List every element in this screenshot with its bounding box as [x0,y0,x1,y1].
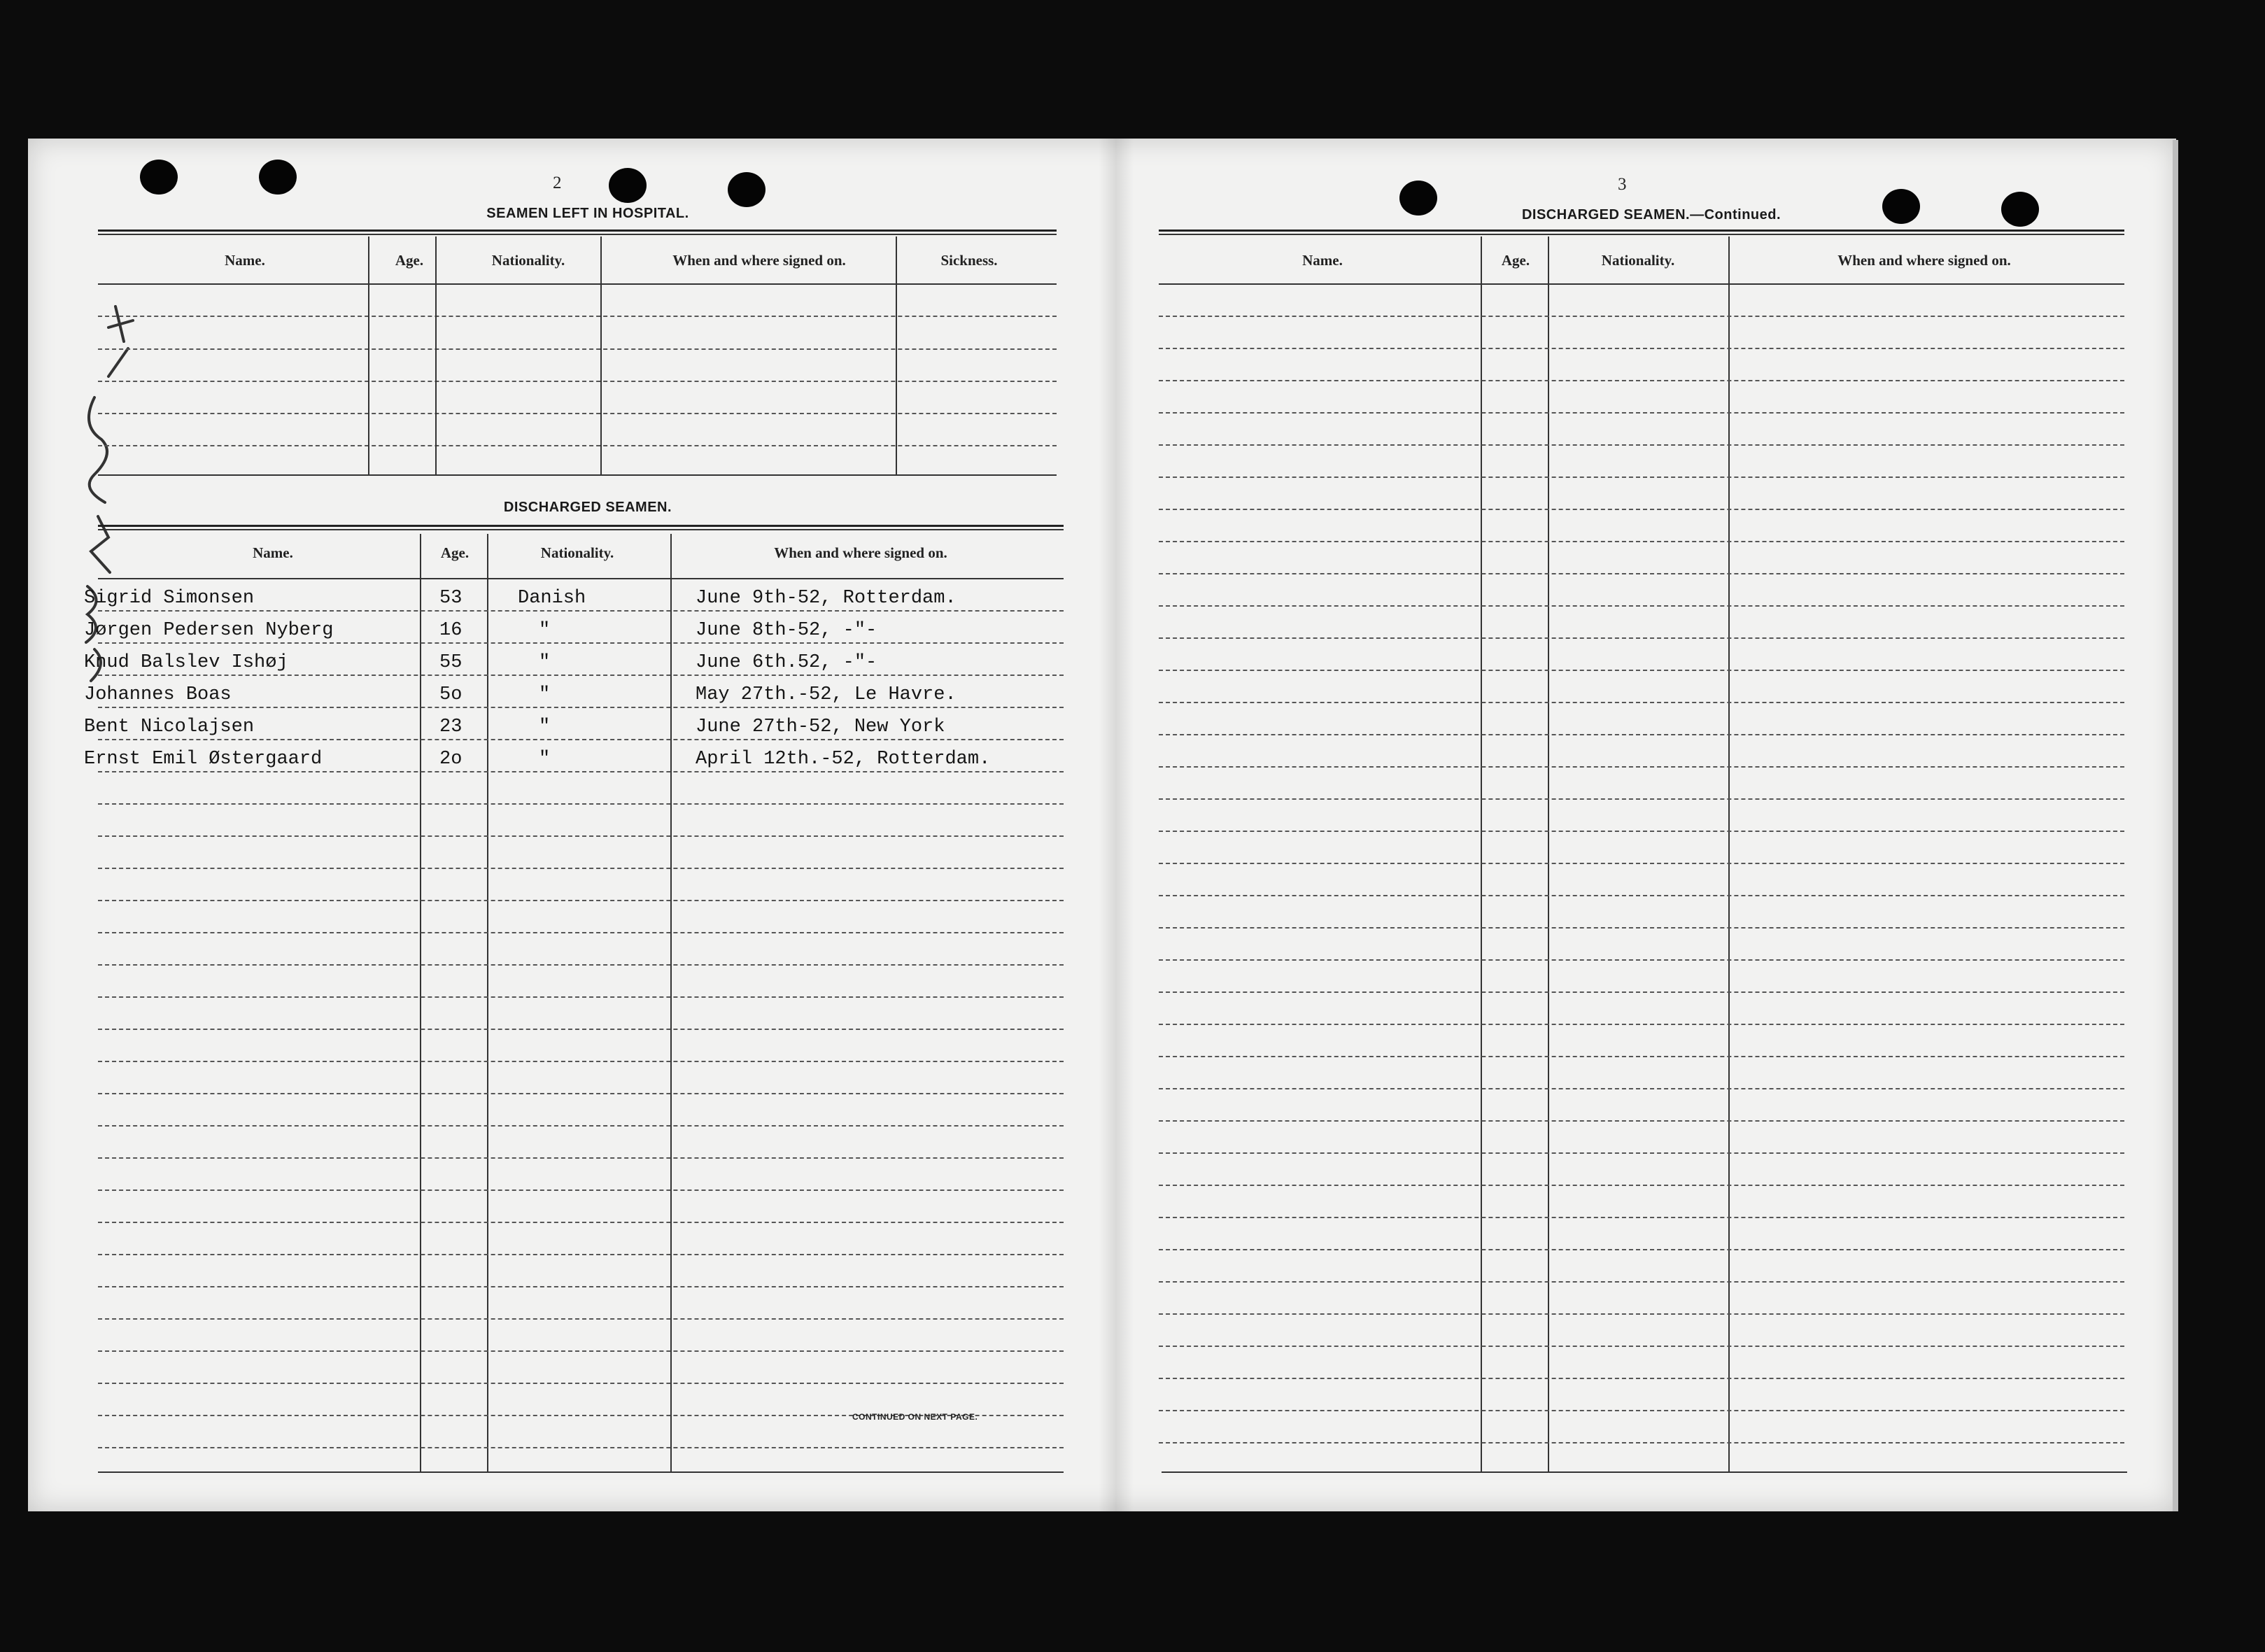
row-line [98,316,1057,317]
row-line [98,1061,1064,1062]
row-line [1159,1217,2124,1218]
row-line [98,868,1064,869]
row-line [1159,1152,2124,1154]
row-line [1159,1378,2124,1379]
page-gutter [1099,139,1134,1511]
column-divider [600,236,602,474]
seaman-age: 5o [439,684,463,705]
column-header-name: Name. [253,544,293,561]
page-number: 2 [553,174,562,192]
column-header-sickness: Sickness. [940,252,998,269]
row-line [98,348,1057,350]
row-line [1159,476,2124,478]
row-line [1159,444,2124,446]
row-line [1159,1185,2124,1186]
row-line [98,381,1057,382]
column-header-nationality: Nationality. [540,544,614,561]
row-line [98,996,1064,998]
row-line [98,1318,1064,1320]
discharged-section-title: DISCHARGED SEAMEN. [503,500,672,515]
hospital-section-title: SEAMEN LEFT IN HOSPITAL. [486,206,689,221]
row-line [1159,702,2124,703]
row-line [1159,895,2124,896]
row-line [98,610,1064,612]
row-line [98,675,1064,676]
seaman-nationality: " [539,716,551,737]
column-divider [1728,236,1730,1471]
seaman-name: Bent Nicolajsen [84,716,255,737]
sheet-edge [2173,140,2178,1511]
punch-hole [728,172,765,207]
seaman-age: 16 [439,620,463,641]
punch-hole [2001,192,2039,227]
row-line [1159,605,2124,607]
punch-hole [140,160,178,195]
row-line [1159,1281,2124,1283]
row-line [1159,670,2124,671]
row-line [1159,1442,2124,1443]
row-line [98,1383,1064,1384]
row-line [98,1222,1064,1223]
row-line [98,900,1064,901]
row-line [98,642,1064,644]
row-line [98,1157,1064,1159]
seaman-name: Johannes Boas [84,684,232,705]
seaman-name: Jørgen Pedersen Nyberg [84,620,334,641]
row-line [98,1286,1064,1287]
row-line [98,1125,1064,1127]
row-line [98,1350,1064,1352]
row-line [1159,927,2124,929]
column-divider [368,236,369,474]
row-line [1159,573,2124,574]
column-header-nationality: Nationality. [491,252,565,269]
row-line [98,1189,1064,1191]
seaman-signed-on: June 27th-52, New York [696,716,945,737]
seaman-signed-on: June 6th.52, -"- [696,652,877,673]
row-line [98,1029,1064,1030]
table-top-rule [98,230,1057,235]
header-rule [98,578,1064,579]
seaman-age: 2o [439,749,463,770]
row-line [98,964,1064,966]
column-divider [435,236,437,474]
seaman-nationality: Danish [518,588,586,609]
continued-note: CONTINUED ON NEXT PAGE. [852,1412,978,1422]
column-header-name: Name. [225,252,265,269]
seaman-age: 55 [439,652,463,673]
row-line [98,771,1064,772]
row-line [1159,1056,2124,1057]
punch-hole [609,168,647,203]
right-page-title: DISCHARGED SEAMEN.—Continued. [1521,207,1781,223]
row-line [1159,637,2124,639]
row-line [1159,959,2124,961]
column-divider [896,236,897,474]
row-line [1159,509,2124,510]
column-divider [1548,236,1549,1471]
seaman-signed-on: June 8th-52, -"- [696,620,877,641]
row-line [98,1447,1064,1448]
row-line [98,835,1064,837]
row-line [98,1093,1064,1094]
row-line [98,707,1064,708]
row-line [1159,412,2124,414]
row-line [1159,766,2124,768]
row-line [1159,1346,2124,1347]
row-line [1159,348,2124,349]
row-line [98,932,1064,933]
column-header-age: Age. [1501,252,1530,269]
column-header-signed-on: When and where signed on. [1837,252,2011,269]
row-line [1159,1088,2124,1089]
row-line [1159,316,2124,317]
row-line [98,739,1064,740]
seaman-name: Ernst Emil Østergaard [84,749,323,770]
column-header-name: Name. [1302,252,1343,269]
column-header-signed-on: When and where signed on. [672,252,846,269]
seaman-nationality: " [539,749,551,770]
row-line [1159,798,2124,800]
seaman-signed-on: May 27th.-52, Le Havre. [696,684,957,705]
row-line [1159,734,2124,735]
row-line [1159,991,2124,993]
seaman-nationality: " [539,620,551,641]
punch-hole [259,160,297,195]
row-line [1159,1024,2124,1025]
table-bottom-rule [98,474,1057,476]
row-line [1159,1249,2124,1250]
row-line [98,413,1057,414]
seaman-age: 23 [439,716,463,737]
column-divider [1481,236,1482,1471]
column-header-age: Age. [395,252,424,269]
row-line [1159,831,2124,832]
column-header-nationality: Nationality. [1601,252,1675,269]
row-line [98,1254,1064,1255]
document-sheet [28,139,2176,1511]
seaman-nationality: " [539,684,551,705]
seaman-name: Sigrid Simonsen [84,588,255,609]
row-line [1159,1120,2124,1122]
page-number: 3 [1618,175,1627,194]
row-line [1159,1313,2124,1315]
row-line [1159,380,2124,381]
row-line [98,803,1064,805]
table-top-rule [98,525,1064,530]
punch-hole [1882,189,1920,224]
column-header-signed-on: When and where signed on. [774,544,947,561]
table-top-rule [1159,230,2124,235]
row-line [1159,1410,2124,1411]
header-rule [1159,283,2124,285]
table-bottom-rule [98,1471,1064,1473]
row-line [1159,541,2124,542]
row-line [1159,863,2124,864]
header-rule [98,283,1057,285]
table-bottom-rule [1162,1471,2127,1473]
seaman-nationality: " [539,652,551,673]
seaman-signed-on: April 12th.-52, Rotterdam. [696,749,991,770]
column-header-age: Age. [440,544,470,561]
punch-hole [1399,181,1437,216]
seaman-name: Knud Balslev Ishøj [84,652,288,673]
seaman-signed-on: June 9th-52, Rotterdam. [696,588,957,609]
seaman-age: 53 [439,588,463,609]
row-line [98,445,1057,446]
